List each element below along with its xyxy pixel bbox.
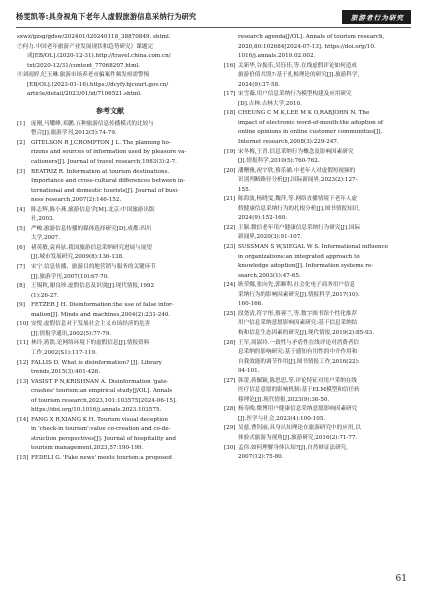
reference-item bbox=[224, 424, 413, 443]
reference-line: [J].城市发展研究,2009(8):136-138. bbox=[31, 254, 124, 261]
reference-number: [13] bbox=[17, 378, 29, 385]
reference-line: Importance and cross-cultural differences between in- bbox=[31, 178, 186, 185]
reference-item bbox=[224, 148, 413, 167]
reference-line: 体验式旅游为视角[J].旅游研究,2016(2):71-77. bbox=[238, 434, 358, 441]
reference-line: 2020,80:102684[2024-07-13]. https://doi.org/10. bbox=[238, 43, 376, 50]
reference-text: 韩蕾,蒋佩颖,陈思思,等.评论特征对用户采纳在线 bbox=[238, 377, 357, 384]
reference-number: [20] bbox=[224, 167, 236, 174]
reference-line: 94-101. bbox=[238, 368, 260, 375]
reference-first-line bbox=[224, 90, 413, 100]
reference-text: 陈志辉,陈小燕.旅游信息学[M].北京:中国旅游出版 bbox=[31, 206, 155, 213]
reference-line: 息采纳的影响研究:基于感知有用性的中介作用和 bbox=[238, 349, 358, 356]
reference-line: [D].吉林:吉林大学,2010. bbox=[238, 100, 302, 107]
reference-text: 宋雪薇.用户信息采纳行为模型构建及应用研究 bbox=[238, 91, 352, 98]
reference-line: 旅游价值共毁?:基于扎根理论的研究[J].旅游科学, bbox=[238, 72, 360, 79]
reference-number: [4] bbox=[17, 206, 25, 213]
reference-item bbox=[17, 320, 203, 339]
reference-first-line bbox=[17, 168, 203, 178]
reference-first-line bbox=[224, 195, 413, 205]
footnote-block bbox=[17, 33, 203, 100]
reference-line: [J].医学与社会,2023(4):100-105. bbox=[238, 415, 326, 422]
reference-item bbox=[224, 195, 413, 224]
reference-first-line bbox=[224, 62, 413, 72]
references-heading: 参考文献 bbox=[96, 106, 124, 115]
left-column bbox=[17, 33, 203, 464]
reference-item bbox=[17, 454, 203, 464]
reference-text: 陈海波,杨晓雯,魏萍,等.网络直播情境下老年人虚 bbox=[238, 196, 357, 203]
reference-first-line bbox=[224, 224, 413, 234]
reference-text: FALLIS D. What is disinformation? [J]. Library bbox=[31, 359, 162, 366]
footnote-line: article/detail/2023/01/id/7106521.shtml. bbox=[27, 91, 142, 98]
reference-text: 宋宁.信息传播、旅游目的地营销与服务的关键环节 bbox=[31, 264, 156, 271]
reference-item bbox=[224, 444, 413, 463]
column-tag: 旅游者行为研究 bbox=[342, 10, 411, 24]
reference-number: [9] bbox=[17, 302, 25, 309]
header-title: 杨雯凯等:具身视角下老年人虚假旅游信息采纳行为研究 bbox=[16, 12, 197, 21]
reference-text: 庞刚,马耀峰,邓鹏.五种旅游信息传播模式的比较与 bbox=[31, 120, 154, 127]
reference-line: rizons and sources of information used by pleasure va- bbox=[31, 149, 187, 156]
reference-number: [28] bbox=[224, 406, 236, 413]
reference-text: 吴慈,曹钊丽,具身认知理论在旅游研究中的应用,以 bbox=[238, 425, 361, 432]
reference-first-line bbox=[224, 377, 413, 387]
reference-number: [15] bbox=[17, 454, 29, 461]
reference-text: 王锡秋,谢良珍.虚假信息及识别[J].现代情报,1992 bbox=[31, 283, 155, 290]
reference-item bbox=[17, 378, 203, 416]
reference-first-line bbox=[17, 339, 203, 349]
footnote-line: ⑦何力.中国老年旅游产业发展现状和趋势研究》课题完 bbox=[17, 43, 154, 50]
reference-first-line bbox=[224, 424, 413, 434]
reference-line: ness research,2007(2):146-152. bbox=[31, 197, 122, 204]
reference-text: 潘曙雅,祝宇欣,蔡乐涵.中老年人对虚假短视频的 bbox=[238, 167, 356, 174]
reference-first-line bbox=[17, 263, 203, 273]
reference-text: 林玲,蒋凯.论网络环境下的虚假信息[J].情报资料 bbox=[31, 340, 150, 347]
reference-item bbox=[17, 263, 203, 282]
reference-first-line bbox=[224, 310, 413, 320]
reference-item bbox=[17, 416, 203, 454]
reference-first-line bbox=[17, 139, 203, 149]
reference-number: [29] bbox=[224, 425, 236, 432]
reference-first-line bbox=[17, 206, 203, 216]
reference-text: VASIST P N,KRISHNAN A. Disinformation 'gate- bbox=[31, 378, 169, 385]
reference-number: [19] bbox=[224, 148, 236, 155]
reference-item bbox=[17, 339, 203, 358]
reference-number: [17] bbox=[224, 91, 236, 98]
reference-line: 大学,2007. bbox=[31, 235, 60, 242]
reference-first-line bbox=[224, 167, 413, 177]
reference-number: [16] bbox=[224, 62, 236, 69]
reference-text: 杨寿晚.微博用户健康信息采纳意愿影响因素研究 bbox=[238, 406, 358, 413]
reference-line: trends,2015(3):401-426. bbox=[31, 369, 101, 376]
reference-item bbox=[224, 167, 413, 196]
reference-text: FEDELI G. 'Fake news' meets tourism:a proposed bbox=[31, 454, 172, 461]
reference-text: 段尧清,符宇彤,蔡蓉兰,等.数字图书馆个性化推荐 bbox=[238, 310, 357, 317]
reference-first-line bbox=[17, 454, 203, 464]
reference-number: [27] bbox=[224, 377, 236, 384]
reference-item bbox=[17, 168, 203, 206]
reference-number: [8] bbox=[17, 283, 25, 290]
reference-line: [J].情报学通讯,2002(5):77-79. bbox=[31, 330, 112, 337]
reference-line: in organizations:an integrated approach to bbox=[238, 253, 360, 260]
reference-first-line bbox=[17, 244, 203, 254]
reference-line: impact of electronic word-of-mouth:the adoption of bbox=[238, 119, 383, 126]
reference-text: 耿荣娜,张向先,郭顺利.社会化电子商务用户信息 bbox=[238, 282, 356, 289]
reference-number: [1] bbox=[17, 120, 25, 127]
reference-list-left bbox=[17, 120, 203, 464]
running-header bbox=[16, 10, 411, 26]
reference-first-line bbox=[17, 301, 203, 311]
reference-text: 孟伟.如何理解身体认知?[J].自然辩证法研究, bbox=[238, 444, 349, 451]
reference-line: 医疗信息意愿的影响机制:基于ELM模型和信任转 bbox=[238, 387, 360, 394]
reference-text: 宋冬梅,王晋.信息采纳行为概念及影响因素研究 bbox=[238, 148, 354, 155]
footnote-line: [EB/OL].(2023-01-16).https://dcyfy.bjcourt.gov.cn/ bbox=[27, 81, 169, 88]
reference-text: 王军,周淑玲.一致性与矛盾性在线评论对消费者信 bbox=[238, 339, 360, 346]
reference-line: 2024(9):152-160. bbox=[238, 215, 288, 222]
right-column bbox=[224, 33, 413, 463]
reference-number: [30] bbox=[224, 444, 236, 451]
reference-number: [7] bbox=[17, 264, 25, 271]
reference-item bbox=[224, 224, 413, 243]
reference-text: GITELSON R J,CROMPTON J L. The planning ho- bbox=[31, 139, 171, 146]
reference-first-line bbox=[224, 281, 413, 291]
reference-line: 2024(9):37-58. bbox=[238, 81, 280, 88]
reference-text: CHEUNG C M K,LEE M K O,RABJOHN N. The bbox=[238, 110, 370, 117]
reference-line: struction perspectives[J]. Journal of hospitality and bbox=[31, 435, 176, 442]
reference-list-right bbox=[224, 62, 413, 463]
reference-item bbox=[17, 139, 203, 168]
footnote-line: 成[EB/OL].(2020-12-31).http://travel.china.com.cn/ bbox=[27, 53, 171, 60]
reference-first-line bbox=[17, 359, 203, 369]
reference-first-line bbox=[17, 378, 203, 388]
reference-line: knowledge adoption[J]. Information systems re- bbox=[238, 263, 374, 270]
reference-line: tourism management,2023,57:190-199. bbox=[31, 445, 144, 452]
reference-item bbox=[224, 281, 413, 310]
reference-line: 155. bbox=[238, 186, 251, 193]
reference-line: 自我效能的调节作用[J].图书情报工作,2016(22): bbox=[238, 358, 360, 365]
reference-line: https://doi.org/10.1016/j.annals.2023.103575. bbox=[31, 407, 162, 414]
reference-text: SUSSMAN S W,SIEGAL W S. Informational influence bbox=[238, 244, 389, 251]
reference-item bbox=[17, 120, 203, 139]
page-number: 61 bbox=[395, 574, 407, 584]
reference-line: 2007(12):75-80. bbox=[238, 454, 284, 461]
reference-text: FANG X R,XIANG K H. Tourism visual deception bbox=[31, 416, 169, 423]
reference-text: 严峻.旅游信息传播的媒体选择研究[D].成都:四川 bbox=[31, 225, 152, 232]
header-rule bbox=[16, 27, 411, 28]
reference-number: [23] bbox=[224, 244, 236, 251]
reference-item bbox=[224, 62, 413, 91]
reference-line: 采纳行为的影响因素研究[J].情报科学,2017(10): bbox=[238, 291, 360, 298]
reference-line: online opinions in online customer communities[J]. bbox=[238, 129, 383, 136]
reference-first-line bbox=[224, 109, 413, 119]
reference-first-line bbox=[224, 243, 413, 253]
reference-number: [12] bbox=[17, 359, 29, 366]
reference-item bbox=[224, 310, 413, 339]
reference-text: 褚英敏,袁再铉.我国旅游信息采纳研究进展与展望 bbox=[31, 244, 153, 251]
reference-line: (1):26-27. bbox=[31, 292, 59, 299]
reference-number: [5] bbox=[17, 225, 25, 232]
reference-first-line bbox=[17, 120, 203, 130]
footnote-line: ⑧刘雨婷,纪玉琳.旅游市场养老市骗案件频发亟需警惕 bbox=[17, 72, 150, 79]
reference-first-line bbox=[17, 282, 203, 292]
reference-line: of tourism research,2023,101:103575[2024-06-15]. bbox=[31, 397, 177, 404]
reference-item bbox=[224, 243, 413, 281]
reference-item bbox=[224, 377, 413, 406]
reference-number: [11] bbox=[17, 340, 29, 347]
reference-line: 1016/j.annals.2019.02.002. bbox=[238, 53, 316, 60]
reference-number: [18] bbox=[224, 110, 236, 117]
reference-line: research agenda[J/OL]. Annals of tourism research, bbox=[238, 34, 385, 40]
reference-line: [J].旅游学刊,2007(10):67-70. bbox=[31, 273, 110, 280]
reference-first-line bbox=[17, 320, 203, 330]
reference-line: [J].情报科学,2010(5):760-762. bbox=[238, 158, 320, 165]
reference-line: crashes' tourism:an empirical study[J/OL]. Annals bbox=[31, 388, 173, 395]
reference-first-line bbox=[224, 405, 413, 415]
reference-item bbox=[17, 359, 203, 378]
reference-first-line bbox=[224, 148, 413, 158]
reference-number: [25] bbox=[224, 310, 236, 317]
reference-line: mation[J]. Minds and machines,2004(2):231-240. bbox=[31, 311, 171, 318]
footnote-line: txt/2020-12/31/content_77068207.html. bbox=[27, 62, 140, 69]
reference-line: 构和信息生态因素的研究[J].现代情报,2019(2):85-93. bbox=[238, 329, 375, 336]
reference-number: [3] bbox=[17, 168, 25, 175]
reference-number: [26] bbox=[224, 339, 236, 346]
reference-item bbox=[224, 339, 413, 377]
reference-line: 社,2003. bbox=[31, 216, 55, 223]
reference-text: 王颖.微信老年用户健康信息采纳行为研究[J].国际 bbox=[238, 224, 361, 231]
reference-item bbox=[17, 225, 203, 244]
reference-number: [21] bbox=[224, 196, 236, 203]
reference-item bbox=[17, 244, 203, 263]
reference-number: [22] bbox=[224, 224, 236, 231]
reference-line: in 'check-in tourism':value co-creation and co-de- bbox=[31, 426, 171, 433]
reference-line: 识别判断路径分析[J].国际新闻界,2023(2):127- bbox=[238, 177, 358, 184]
reference-line: ternational and domestic tourists[J]. Journal of busi- bbox=[31, 187, 179, 194]
reference-first-line bbox=[224, 339, 413, 349]
reference-item bbox=[17, 301, 203, 320]
reference-line: cationers[J]. Journal of travel research,1983(3):2-7. bbox=[31, 159, 177, 166]
reference-first-line bbox=[17, 416, 203, 426]
reference-line: 假健康信息采纳行为的扎根分析[J].图书情报知识, bbox=[238, 205, 361, 212]
reference-line: 新闻界,2020(3):91-107. bbox=[238, 234, 303, 241]
reference-item bbox=[17, 206, 203, 225]
reference-text: 关新华,谷振乐,吴钰佳,等.在线虚假评论如何造成 bbox=[238, 62, 357, 69]
reference-line: search,2003(1):47-65. bbox=[238, 272, 301, 279]
reference-text: 安悦.虚假信息对于发展社会主义市场经济的危害 bbox=[31, 321, 151, 328]
reference-first-line bbox=[17, 225, 203, 235]
reference-number: [14] bbox=[17, 416, 29, 423]
reference-line: 移理论[J].现代情报,2023(9):36-50. bbox=[238, 396, 330, 403]
reference-line: 工作,2002(S1):117-119. bbox=[31, 349, 97, 356]
reference-line: 160-166. bbox=[238, 301, 264, 308]
reference-item bbox=[224, 90, 413, 109]
reference-number: [2] bbox=[17, 139, 25, 146]
footnote-line: sxwz/gzsg/gdsw/202401/t20240118_38870849. shtml. bbox=[17, 34, 171, 40]
reference-line: 整合[J].旅游学刊,2012(5):74-79. bbox=[31, 130, 117, 137]
reference-number: [10] bbox=[17, 321, 29, 328]
reference-line: 用户信息采纳意愿影响因素研究:基于信息采纳结 bbox=[238, 320, 358, 327]
reference-text: FETZER J H. Disinformation:the use of false infor- bbox=[31, 302, 174, 309]
reference-item bbox=[17, 282, 203, 301]
continued-reference bbox=[224, 33, 413, 62]
reference-item bbox=[224, 109, 413, 147]
reference-text: BEATRIZ R. Information at tourism destinations. bbox=[31, 168, 170, 175]
reference-item bbox=[224, 405, 413, 424]
reference-number: [24] bbox=[224, 282, 236, 289]
reference-line: Internet research,2008(3):229-247. bbox=[238, 139, 339, 146]
reference-first-line bbox=[224, 444, 413, 454]
reference-number: [6] bbox=[17, 244, 25, 251]
